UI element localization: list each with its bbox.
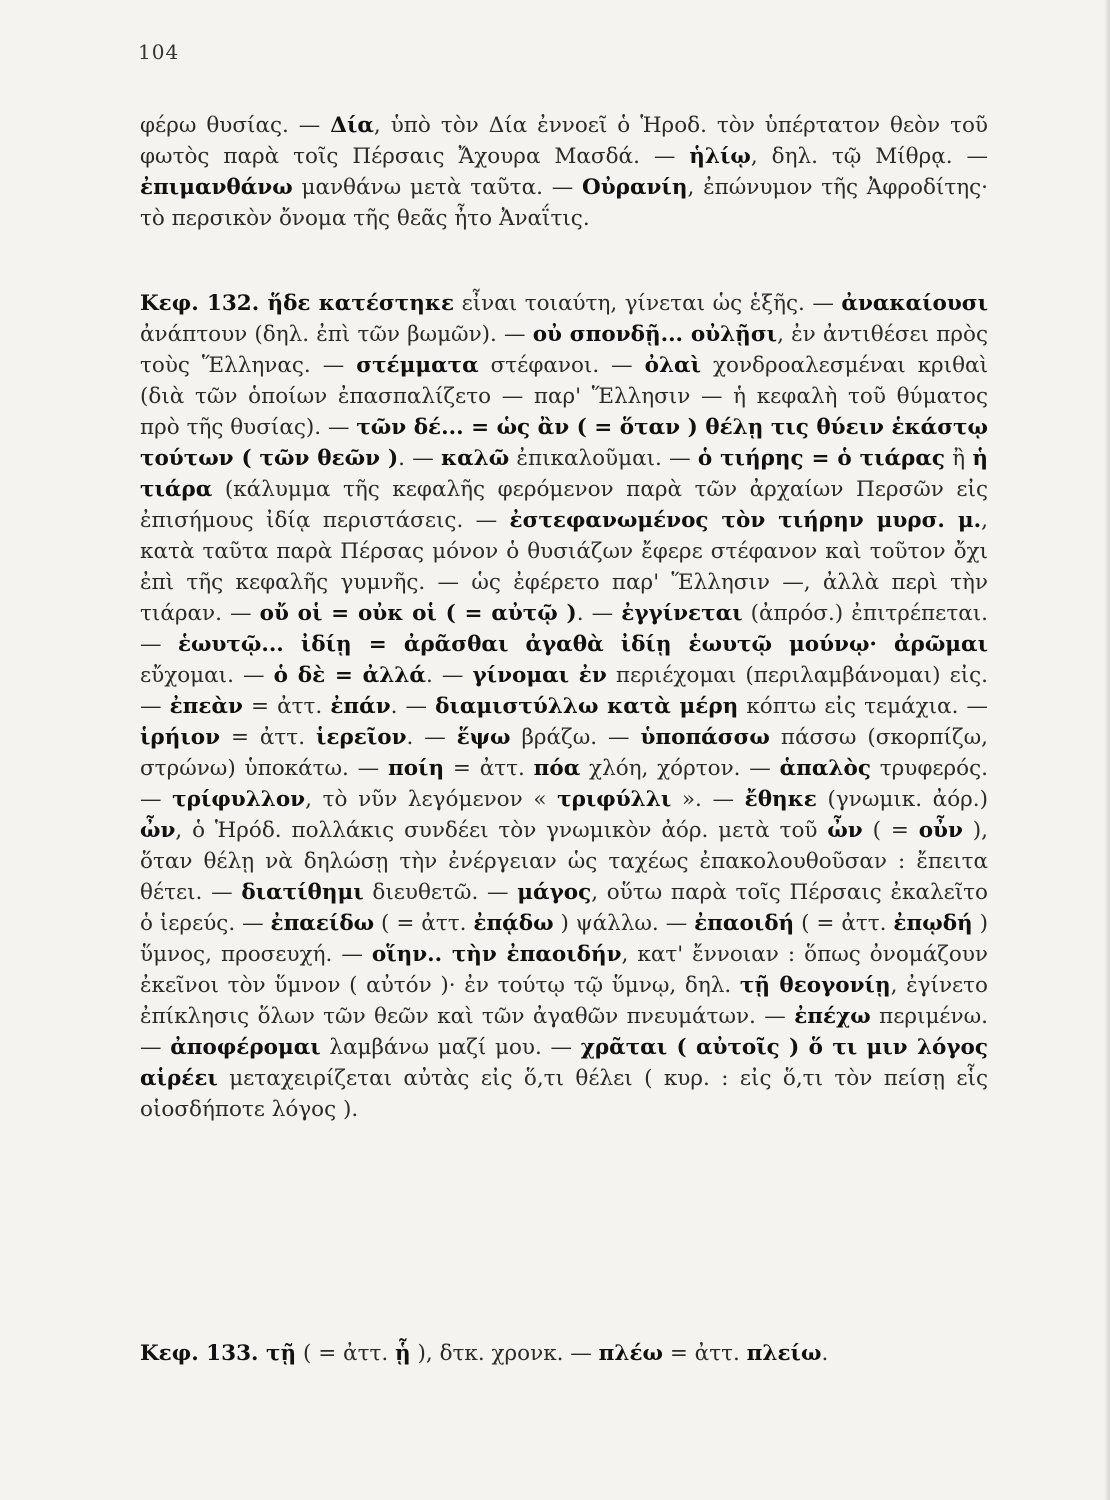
gloss-text: ἐπικαλοῦμαι. — <box>509 446 698 471</box>
gloss-text: = ἀττ. <box>242 694 331 719</box>
gloss-text: ( = ἀττ. <box>296 1341 396 1366</box>
gloss-text: ), δτκ. χρονκ. — <box>410 1341 599 1366</box>
gloss-text: λαμβάνω μαζί μου. — <box>320 1035 581 1060</box>
bold-lemma: τῶν δέ... = ὡς ἂν ( = ὅταν ) θέλῃ τις θύειν ἑκάστῳ τούτων ( τῶν θεῶν ) <box>140 415 988 471</box>
bold-lemma: διαμιστύλλω κατὰ μέρη <box>435 694 739 719</box>
gloss-text: . — <box>576 601 622 626</box>
gloss-text: . <box>821 1341 829 1366</box>
bold-lemma: ἐπῳδή <box>893 911 973 936</box>
gloss-text: = ἀττ. <box>220 725 316 750</box>
gloss-text: , ἐγίνετο ἐπίκλησις ὅλων τῶν θεῶν καὶ τῶν ἀγαθῶν πνευμάτων. — <box>140 973 988 1029</box>
gloss-text: κόπτω εἰς τεμάχια. — <box>738 694 988 719</box>
gloss-text: τρυφερός. — <box>140 756 988 812</box>
bold-lemma: πόα <box>533 756 581 781</box>
commentary-paragraph-chapter-132 <box>140 288 988 1125</box>
gloss-text: εὔχομαι. — <box>140 663 274 688</box>
bold-lemma: οὔ οἱ = οὐκ οἱ ( = αὐτῷ ) <box>259 601 577 626</box>
bold-lemma: ἱρήιον <box>140 725 220 750</box>
bold-lemma: ἐπιμανθάνω <box>140 175 293 200</box>
bold-lemma: ἑωυτῷ... ἰδίῃ = ἀρᾶσθαι ἀγαθὰ ἰδίῃ ἑωυτῷ μούνῳ· ἀρῶμαι <box>177 632 988 657</box>
gloss-text: , ὁ Ἡρόδ. πολλάκις συνδέει τὸν γνωμικὸν ἀόρ. μετὰ τοῦ <box>175 818 828 843</box>
bold-lemma: πλείω <box>746 1341 822 1366</box>
bold-lemma: ἀνακαίουσι <box>841 291 989 316</box>
gloss-text: . — <box>425 663 473 688</box>
bold-lemma: ἡ τιάρα <box>140 446 988 502</box>
bold-lemma: ἐπάν <box>330 694 391 719</box>
bold-lemma: ὀλαὶ <box>644 353 701 378</box>
bold-lemma: ἐπέχω <box>794 1004 871 1029</box>
bold-lemma: ἐστεφανωμένος τὸν τιήρην μυρσ. μ. <box>509 508 982 533</box>
bold-lemma: οὐ σπονδῇ... οὐλῇσι <box>532 322 778 347</box>
bold-lemma: ἐπαείδω <box>270 911 375 936</box>
bold-lemma: ὦν <box>140 818 176 843</box>
gloss-text: χονδροαλεσμέναι κριθαὶ (διὰ τῶν ὁποίων ἐπασπαλίζετο — παρ' Ἕλλησιν — ἡ κεφαλὴ τοῦ θύματος πρὸ τῆς θυσίας). — <box>140 353 989 440</box>
bold-lemma: χρᾶται ( αὐτοῖς ) ὅ τι μιν λόγος αἱρέει <box>140 1035 988 1091</box>
gloss-text: , τὸ νῦν λεγόμενον « <box>305 787 558 812</box>
bold-lemma: τριφύλλι <box>557 787 672 812</box>
gloss-text: μανθάνω μετὰ ταῦτα. — <box>292 175 583 200</box>
gloss-text: , κατ' ἔννοιαν : ὅπως ὀνομάζουν ἐκεῖνοι τὸν ὕμνον ( αὐτόν )· ἐν τούτῳ τῷ ὕμνῳ, δηλ. <box>140 942 988 998</box>
page-edge-shadow <box>1104 0 1110 1500</box>
gloss-text: βράζω. — <box>510 725 641 750</box>
bold-lemma: μάγος <box>517 880 592 905</box>
gloss-text: διευθετῶ. — <box>363 880 518 905</box>
bold-lemma: ὑποπάσσω <box>640 725 770 750</box>
bold-lemma: ἡλίῳ <box>689 144 751 169</box>
gloss-text: ( = ἀττ. <box>374 911 474 936</box>
gloss-text: (κάλυμμα τῆς κεφαλῆς φερόμενον παρὰ τῶν ἀρχαίων Περσῶν εἰς ἐπισήμους ἰδίᾳ περιστάσεις. — <box>140 477 988 533</box>
gloss-text: μεταχειρίζεται αὐτὰς εἰς ὅ,τι θέλει ( κυρ. : εἰς ὅ,τι τὸν πείσῃ εἷς οἱοσδήποτε λόγος ). <box>140 1066 988 1122</box>
gloss-text: , οὕτω παρὰ τοῖς Πέρσαις ἐκαλεῖτο ὁ ἱερεύς. — <box>140 880 988 936</box>
gloss-text: (ἀπρόσ.) ἐπιτρέπεται. — <box>140 601 988 657</box>
bold-lemma: ἕψω <box>456 725 511 750</box>
gloss-text: , δηλ. τῷ Μίθρᾳ. — <box>750 144 988 169</box>
bold-lemma: ὁ δὲ = ἀλλά <box>273 663 426 688</box>
gloss-text: (γνωμικ. ἀόρ.) <box>816 787 988 812</box>
gloss-text: , ὑπὸ τὸν Δία ἐννοεῖ ὁ Ἡροδ. τὸν ὑπέρτατον θεὸν τοῦ φωτὸς παρὰ τοῖς Πέρσαις Ἄχουρα Μασδά. — <box>140 113 988 169</box>
bold-lemma: ἐπᾴδω <box>473 911 554 936</box>
gloss-text: , ἐπώνυμον τῆς Ἀφροδίτης· τὸ περσικὸν ὄνομα τῆς θεᾶς ἦτο Ἀναΐτις. <box>140 175 988 231</box>
bold-lemma: Οὐρανίη <box>582 175 688 200</box>
bold-lemma: καλῶ <box>440 446 510 471</box>
gloss-text: ), ὅταν θέλῃ νὰ δηλώσῃ τὴν ἐνέργειαν ὡς ταχέως ἐπακολουθοῦσαν : ἔπειτα θέτει. — <box>140 818 988 905</box>
bold-lemma: τῇ <box>266 1341 297 1366</box>
bold-lemma: ἀποφέρομαι <box>170 1035 321 1060</box>
bold-lemma: ἐγγίνεται <box>621 601 743 626</box>
bold-lemma: ποίη <box>387 756 445 781</box>
bold-lemma: γίνομαι ἐν <box>472 663 607 688</box>
gloss-text: ». — <box>671 787 745 812</box>
gloss-text: ) ὕμνος, προσευχή. — <box>140 911 988 967</box>
gloss-text: . — <box>398 446 441 471</box>
commentary-paragraph-1 <box>140 110 988 234</box>
gloss-text: , κατὰ ταῦτα παρὰ Πέρσας μόνον ὁ θυσιάζων ἔφερε στέφανον καὶ τοῦτον ὄχι ἐπὶ τῆς κεφαλῆς γυμνῆς. — ὡς ἐφέρετο παρ' Ἕλλησιν —, ἀλλὰ περὶ τὴν τιάραν. — <box>140 508 988 626</box>
bold-lemma: πλέω <box>598 1341 663 1366</box>
gloss-text: = ἀττ. <box>444 756 534 781</box>
bold-lemma: ἔθηκε <box>744 787 817 812</box>
bold-lemma: οὖν <box>918 818 963 843</box>
bold-lemma: στέμματα <box>356 353 479 378</box>
gloss-text: ἢ <box>944 446 973 471</box>
gloss-text: . — <box>390 694 436 719</box>
gloss-text: χλόη, χόρτον. — <box>580 756 780 781</box>
gloss-text: φέρω θυσίας. — <box>140 113 331 138</box>
gloss-text: εἶναι τοιαύτη, γίνεται ὡς ἑξῆς. — <box>454 291 842 316</box>
bold-lemma: ἐπεὰν <box>169 694 243 719</box>
bold-lemma: διατίθημι <box>241 880 364 905</box>
gloss-text: πάσσω (σκορπίζω, στρώνω) ὑποκάτω. — <box>140 725 988 781</box>
gloss-text: περιέχομαι (περιλαμβάνομαι) εἰς. — <box>140 663 989 719</box>
bold-lemma: ἱερεῖον <box>315 725 407 750</box>
page-number: 104 <box>138 40 180 64</box>
gloss-text: = ἀττ. <box>663 1341 747 1366</box>
gloss-text: περιμένω. — <box>140 1004 988 1060</box>
gloss-text: . — <box>406 725 457 750</box>
gloss-text: ) ψάλλω. — <box>553 911 695 936</box>
bold-lemma: ᾗ <box>395 1341 411 1366</box>
gloss-text: στέφανοι. — <box>478 353 645 378</box>
bold-lemma: τῇ θεογονίῃ <box>739 973 891 998</box>
gloss-text: ( = <box>862 818 919 843</box>
bold-lemma: ὦν <box>827 818 863 843</box>
bold-lemma: οἵην.. τὴν ἐπαοιδήν <box>371 942 622 967</box>
bold-lemma: τρίφυλλον <box>172 787 306 812</box>
gloss-text: ( = ἀττ. <box>794 911 894 936</box>
bold-lemma: Κεφ. 132. <box>140 291 268 316</box>
gloss-text: , ἐν ἀντιθέσει πρὸς τοὺς Ἕλληνας. — <box>140 322 988 378</box>
bold-lemma: Κεφ. 133. <box>140 1341 267 1366</box>
bold-lemma: ὁ τιήρης = ὁ τιάρας <box>697 446 945 471</box>
bold-lemma: ἥδε κατέστηκε <box>267 291 455 316</box>
bold-lemma: ἁπαλὸς <box>779 756 871 781</box>
bold-lemma: Δία <box>330 113 374 138</box>
gloss-text: ἀνάπτουν (δηλ. ἐπὶ τῶν βωμῶν). — <box>140 322 533 347</box>
bold-lemma: ἐπαοιδή <box>694 911 795 936</box>
commentary-paragraph-chapter-133 <box>140 1338 988 1369</box>
